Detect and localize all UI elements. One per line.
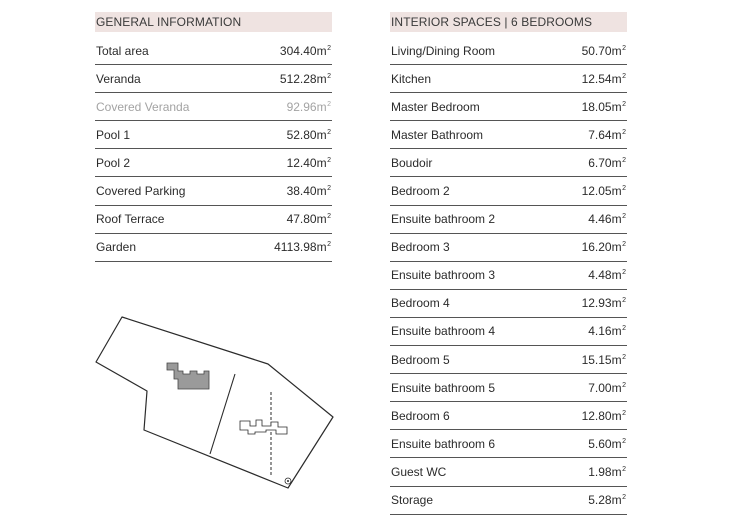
interior-spaces-row-value: $5.28m^2$ xyxy=(588,493,626,508)
interior-spaces-row xyxy=(390,177,627,205)
general-information-row-label: Veranda xyxy=(96,71,141,86)
interior-spaces-row xyxy=(390,206,627,234)
general-information-row-label: Total area xyxy=(96,43,149,58)
interior-spaces-row xyxy=(390,430,627,458)
interior-spaces-row-value: $5.60m^2$ xyxy=(588,436,626,451)
interior-spaces-row-label: Ensuite bathroom 4 xyxy=(391,324,496,339)
interior-spaces-header: INTERIOR SPACES | 6 BEDROOMS xyxy=(390,12,627,32)
interior-spaces-row-value: $7.64m^2$ xyxy=(588,127,626,142)
interior-spaces-row-label: Bedroom 4 xyxy=(391,296,450,311)
site-plan-drawing xyxy=(90,308,350,500)
interior-spaces-row-label: Guest WC xyxy=(391,464,447,479)
general-information-row-value: $38.40m^2$ xyxy=(286,184,331,199)
general-information-row xyxy=(95,177,332,205)
interior-spaces-row-value: $50.70m^2$ xyxy=(581,43,626,58)
interior-spaces-row xyxy=(390,458,627,486)
general-information-row-value: $304.40m^2$ xyxy=(279,43,331,58)
general-information-row xyxy=(95,149,332,177)
interior-spaces-row xyxy=(390,402,627,430)
interior-spaces-row-value: $18.05m^2$ xyxy=(581,99,626,114)
general-information-header: GENERAL INFORMATION xyxy=(95,12,332,32)
interior-spaces-row-label: Bedroom 2 xyxy=(391,184,450,199)
interior-spaces-rows xyxy=(390,37,627,515)
interior-spaces-row xyxy=(390,234,627,262)
general-information-row xyxy=(95,206,332,234)
interior-spaces-row-value: $12.93m^2$ xyxy=(581,296,626,311)
general-information-row xyxy=(95,234,332,262)
interior-spaces-table xyxy=(390,12,627,515)
interior-spaces-row-value: $12.54m^2$ xyxy=(581,71,626,86)
interior-spaces-row xyxy=(390,121,627,149)
interior-spaces-row xyxy=(390,487,627,515)
interior-spaces-row-label: Bedroom 3 xyxy=(391,240,450,255)
general-information-row xyxy=(95,93,332,121)
interior-spaces-row-label: Bedroom 6 xyxy=(391,408,450,423)
general-information-row xyxy=(95,65,332,93)
interior-spaces-row-value: $4.16m^2$ xyxy=(588,324,626,339)
general-information-row-value: $47.80m^2$ xyxy=(286,212,331,227)
general-information-rows xyxy=(95,37,332,262)
interior-spaces-row-label: Master Bathroom xyxy=(391,127,484,142)
interior-spaces-row xyxy=(390,93,627,121)
interior-spaces-row-value: $1.98m^2$ xyxy=(588,464,626,479)
interior-spaces-row-label: Kitchen xyxy=(391,71,432,86)
interior-spaces-row xyxy=(390,262,627,290)
general-information-row-label: Garden xyxy=(96,240,137,255)
interior-spaces-row-value: $4.48m^2$ xyxy=(588,268,626,283)
interior-spaces-row-value: $4.46m^2$ xyxy=(588,212,626,227)
interior-spaces-row xyxy=(390,346,627,374)
interior-spaces-row-label: Ensuite bathroom 2 xyxy=(391,212,496,227)
general-information-row-value: $512.28m^2$ xyxy=(279,71,331,86)
interior-spaces-row xyxy=(390,318,627,346)
interior-spaces-row-label: Ensuite bathroom 6 xyxy=(391,436,496,451)
interior-spaces-row xyxy=(390,149,627,177)
interior-spaces-row-label: Ensuite bathroom 3 xyxy=(391,268,496,283)
interior-spaces-row-label: Living/Dining Room xyxy=(391,43,496,58)
general-information-row-label: Roof Terrace xyxy=(96,212,165,227)
general-information-row-value: $12.40m^2$ xyxy=(286,155,331,170)
interior-spaces-row xyxy=(390,290,627,318)
general-information-row xyxy=(95,121,332,149)
general-information-row-label: Pool 1 xyxy=(96,127,131,142)
interior-spaces-row xyxy=(390,374,627,402)
general-information-row-label: Covered Veranda xyxy=(96,99,190,114)
general-information-row-label: Pool 2 xyxy=(96,155,131,170)
general-information-table xyxy=(95,12,332,262)
general-information-row-value: $52.80m^2$ xyxy=(286,127,331,142)
interior-spaces-row-value: $7.00m^2$ xyxy=(588,380,626,395)
interior-spaces-row-value: $15.15m^2$ xyxy=(581,352,626,367)
general-information-row-label: Covered Parking xyxy=(96,184,186,199)
interior-spaces-row xyxy=(390,37,627,65)
interior-spaces-row-value: $12.05m^2$ xyxy=(581,184,626,199)
general-information-row-value: $4113.98m^2$ xyxy=(274,240,331,255)
interior-spaces-row-label: Storage xyxy=(391,493,434,508)
interior-spaces-row-label: Master Bedroom xyxy=(391,99,480,114)
interior-spaces-row-value: $16.20m^2$ xyxy=(581,240,626,255)
interior-spaces-row xyxy=(390,65,627,93)
interior-spaces-row-label: Ensuite bathroom 5 xyxy=(391,380,496,395)
interior-spaces-row-label: Boudoir xyxy=(391,155,433,170)
interior-spaces-row-value: $12.80m^2$ xyxy=(581,408,626,423)
plot-boundary xyxy=(96,317,333,488)
general-information-row-value: $92.96m^2$ xyxy=(286,99,331,114)
interior-spaces-row-value: $6.70m^2$ xyxy=(588,155,626,170)
building-footprint-outline xyxy=(240,420,287,434)
plot-division-line xyxy=(210,374,235,454)
general-information-row xyxy=(95,37,332,65)
interior-spaces-row-label: Bedroom 5 xyxy=(391,352,450,367)
building-footprint-filled xyxy=(167,363,209,389)
